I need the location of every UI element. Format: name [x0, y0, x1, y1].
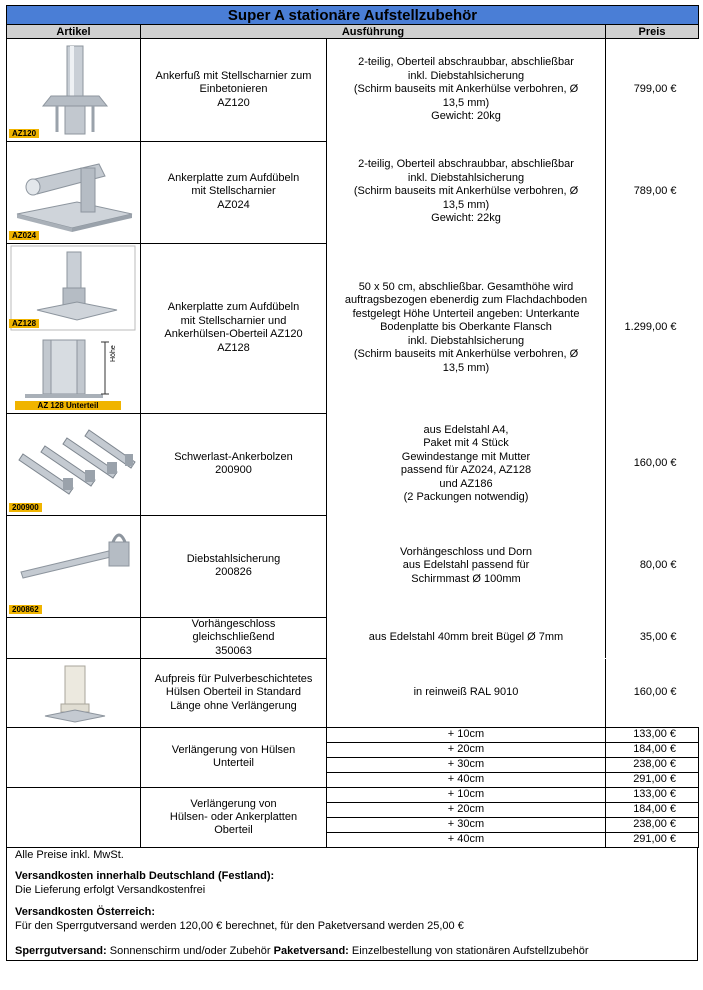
- artikel-cell: Schwerlast-Ankerbolzen 200900: [141, 413, 327, 515]
- col-header-artikel: Artikel: [7, 25, 141, 39]
- artikel-cell: Verlängerung von Hülsen- oder Ankerplatten Oberteil: [141, 787, 327, 847]
- paket-label: Paketversand:: [273, 945, 349, 957]
- price-cell: 291,00 €: [606, 832, 699, 847]
- product-image: [7, 727, 141, 787]
- product-image: [7, 141, 141, 243]
- anchor-bolts-image: [7, 414, 140, 514]
- table-row: [7, 787, 699, 802]
- price-cell: 789,00 €: [606, 141, 699, 243]
- table-row: [7, 727, 699, 742]
- table-row: [7, 659, 699, 728]
- table-row: [7, 617, 699, 659]
- anchor-foot-image: [7, 40, 140, 140]
- product-code-label: AZ128: [9, 319, 39, 328]
- table-row: [7, 413, 699, 515]
- product-image: [7, 659, 141, 728]
- shipping-footer: [6, 848, 698, 961]
- ausfuehrung-cell: 2-teilig, Oberteil abschraubbar, abschließbar inkl. Diebstahlsicherung (Schirm bauseits mit Ankerhülse verbohren, Ø 13,5 mm) Gewicht: 20kg: [327, 39, 606, 141]
- table-row: [7, 515, 699, 617]
- product-table: [6, 5, 699, 848]
- price-cell: 35,00 €: [606, 617, 699, 658]
- paket-text: Einzelbestellung von stationären Aufstellzubehör: [348, 945, 589, 957]
- vat-note: Alle Preise inkl. MwSt.: [15, 848, 124, 861]
- price-cell: 160,00 €: [606, 659, 699, 727]
- product-image: [7, 413, 141, 515]
- price-cell: 133,00 €: [606, 787, 699, 802]
- product-image: [7, 515, 141, 617]
- price-sheet: [6, 5, 698, 961]
- shipping-type-note: [7, 945, 697, 959]
- product-image: [7, 39, 141, 142]
- table-row: [7, 141, 699, 243]
- ausfuehrung-cell: 50 x 50 cm, abschließbar. Gesamthöhe wird auftragsbezogen ebenerdig zum Flachdachboden festgelegt Höhe Unterteil angeben: Unterkante Bodenplatte bis Oberkante Flansch inkl. Diebstahlsicherung (Schirm bauseits mit Ankerhülse verbohren, Ø 13,5 mm): [327, 243, 606, 413]
- artikel-cell: Ankerplatte zum Aufdübeln mit Stellscharnier AZ024: [141, 141, 327, 243]
- artikel-cell: Ankerplatte zum Aufdübeln mit Stellscharnier und Ankerhülsen-Oberteil AZ120 AZ128: [141, 243, 327, 413]
- price-cell: 291,00 €: [606, 772, 699, 787]
- theft-protection-image: [7, 516, 140, 616]
- length-cell: + 10cm: [327, 787, 606, 802]
- sperrgut-label: Sperrgutversand:: [15, 945, 107, 957]
- sperrgut-text: Sonnenschirm und/oder Zubehör: [106, 945, 274, 957]
- col-header-ausfuehrung: Ausführung: [141, 25, 606, 39]
- anchor-plate-sleeve-image: [7, 244, 140, 412]
- product-code-label: 200862: [9, 605, 42, 614]
- ausfuehrung-cell: in reinweiß RAL 9010: [327, 659, 606, 727]
- length-cell: + 20cm: [327, 802, 606, 817]
- price-cell: 238,00 €: [606, 757, 699, 772]
- artikel-cell: Verlängerung von Hülsen Unterteil: [141, 727, 327, 787]
- coated-sleeve-image: [7, 660, 140, 726]
- price-cell: 184,00 €: [606, 742, 699, 757]
- length-cell: + 30cm: [327, 757, 606, 772]
- artikel-cell: Ankerfuß mit Stellscharnier zum Einbetonieren AZ120: [141, 39, 327, 142]
- length-cell: + 20cm: [327, 742, 606, 757]
- length-cell: + 40cm: [327, 772, 606, 787]
- ausfuehrung-cell: aus Edelstahl A4, Paket mit 4 Stück Gewindestange mit Mutter passend für AZ024, AZ128 und AZ186 (2 Packungen notwendig): [327, 413, 606, 515]
- anchor-plate-image: [7, 142, 140, 242]
- artikel-cell: Diebstahlsicherung 200826: [141, 515, 327, 617]
- artikel-cell: Aufpreis für Pulverbeschichtetes Hülsen Oberteil in Standard Länge ohne Verlängerung: [141, 659, 327, 728]
- table-row: [7, 243, 699, 413]
- ausfuehrung-cell: aus Edelstahl 40mm breit Bügel Ø 7mm: [327, 617, 606, 658]
- product-code-label: AZ120: [9, 129, 39, 138]
- price-cell: 238,00 €: [606, 817, 699, 832]
- price-cell: 799,00 €: [606, 39, 699, 141]
- price-cell: 184,00 €: [606, 802, 699, 817]
- col-header-preis: Preis: [606, 25, 699, 39]
- product-code-label-2: AZ 128 Unterteil: [15, 401, 121, 410]
- length-cell: + 10cm: [327, 727, 606, 742]
- austria-shipping-text: Für den Sperrgutversand werden 120,00 € berechnet, für den Paketversand werden 25,00 €: [15, 919, 464, 932]
- length-cell: + 40cm: [327, 832, 606, 847]
- height-dimension-label: Höhe: [110, 345, 117, 362]
- product-image: [7, 787, 141, 847]
- product-code-label: AZ024: [9, 231, 39, 240]
- ausfuehrung-cell: 2-teilig, Oberteil abschraubbar, abschließbar inkl. Diebstahlsicherung (Schirm bauseits mit Ankerhülse verbohren, Ø 13,5 mm) Gewicht: 22kg: [327, 141, 606, 243]
- product-code-label: 200900: [9, 503, 42, 512]
- length-cell: + 30cm: [327, 817, 606, 832]
- germany-shipping-text: Die Lieferung erfolgt Versandkostenfrei: [15, 883, 206, 896]
- table-row: [7, 39, 699, 142]
- product-image: [7, 243, 141, 413]
- price-cell: 80,00 €: [606, 515, 699, 617]
- ausfuehrung-cell: Vorhängeschloss und Dorn aus Edelstahl passend für Schirmmast Ø 100mm: [327, 515, 606, 617]
- product-image: [7, 617, 141, 659]
- artikel-cell: Vorhängeschloss gleichschließend 350063: [141, 617, 327, 659]
- price-cell: 160,00 €: [606, 413, 699, 515]
- price-cell: 1.299,00 €: [606, 243, 699, 413]
- sheet-title: Super A stationäre Aufstellzubehör: [7, 6, 699, 25]
- austria-shipping-heading: Versandkosten Österreich:: [15, 906, 156, 918]
- germany-shipping-heading: Versandkosten innerhalb Deutschland (Festland):: [15, 870, 275, 882]
- price-cell: 133,00 €: [606, 727, 699, 742]
